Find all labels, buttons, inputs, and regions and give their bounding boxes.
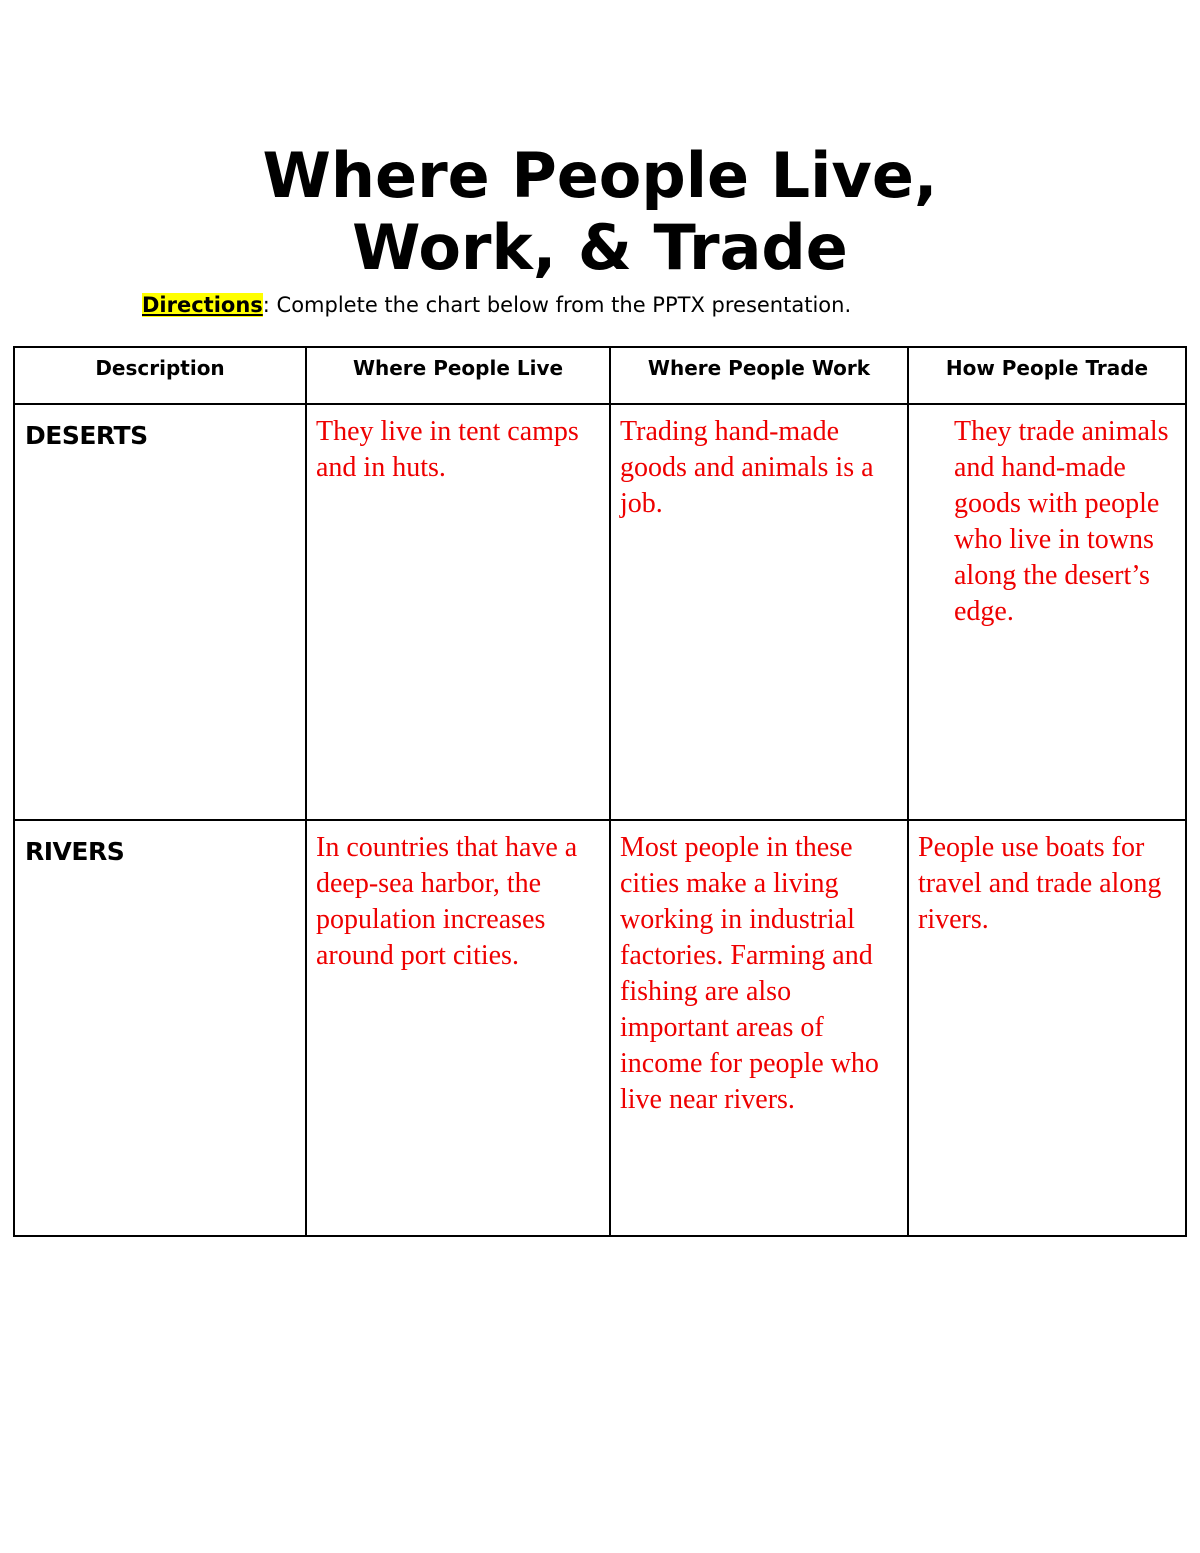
cell-rivers-work [610,820,908,1236]
title-line-1: Where People Live, [262,139,938,212]
cell-deserts-label [14,404,306,820]
answer-rivers-work: Most people in these cities make a living working in industrial factories. Farming and fishing are also important areas of income for people who live near rivers. [620,832,879,1115]
header-description: Description [14,347,306,404]
answer-deserts-live: They live in tent camps and in huts. [316,416,579,483]
cell-deserts-work [610,404,908,820]
directions-label: Directions [142,293,263,317]
title-line-2: Work, & Trade [352,211,848,284]
answer-rivers-trade: People use boats for travel and trade along rivers. [918,832,1162,935]
cell-rivers-live [306,820,610,1236]
table-row-deserts [14,404,1186,820]
page-title [0,140,1200,284]
header-where-people-work: Where People Work [610,347,908,404]
directions-text: : Complete the chart below from the PPTX presentation. [262,293,852,317]
directions [142,290,851,320]
header-where-people-live: Where People Live [306,347,610,404]
table-row-rivers [14,820,1186,1236]
answer-deserts-trade: They trade animals and hand-made goods with people who live in towns along the desert’s edge. [954,416,1169,627]
answer-rivers-live: In countries that have a deep-sea harbor, the population increases around port cities. [316,832,578,971]
cell-deserts-trade [908,404,1186,820]
chart-table [13,346,1187,1237]
header-how-people-trade: How People Trade [908,347,1186,404]
row-label-rivers: RIVERS [25,837,125,866]
table-header-row [14,347,1186,404]
answer-deserts-work: Trading hand-made goods and animals is a job. [620,416,874,519]
cell-rivers-label [14,820,306,1236]
cell-deserts-live [306,404,610,820]
row-label-deserts: DESERTS [25,421,148,450]
cell-rivers-trade [908,820,1186,1236]
